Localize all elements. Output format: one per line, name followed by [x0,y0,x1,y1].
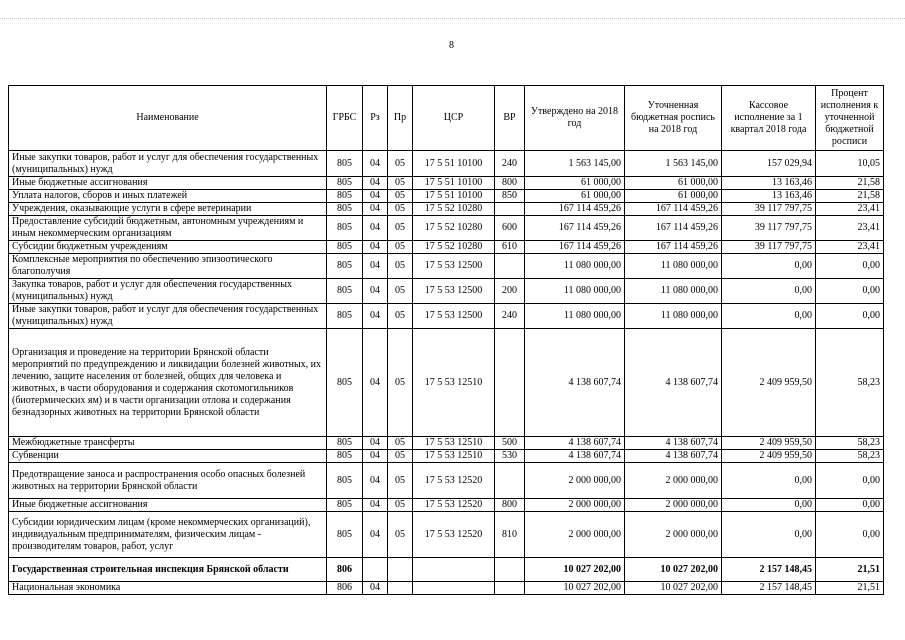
cell-percent: 23,41 [816,216,884,241]
cell-grbs: 805 [327,463,363,499]
table-row [9,437,884,450]
cell-name: Учреждения, оказывающие услуги в сфере ветеринарии [9,203,327,216]
cell-approved: 167 114 459,26 [525,241,625,254]
page-number: 8 [449,40,454,51]
cell-grbs: 805 [327,437,363,450]
cell-name: Субсидии бюджетным учреждениям [9,241,327,254]
cell-vr: 850 [495,190,525,203]
cell-pr: 05 [388,512,413,558]
table-row [9,279,884,304]
cell-vr [495,254,525,279]
cell-rz [363,558,388,582]
cell-name: Закупка товаров, работ и услуг для обеспечения государственных (муниципальных) нужд [9,279,327,304]
cell-pr: 05 [388,216,413,241]
cell-approved: 61 000,00 [525,190,625,203]
header-cell: ВР [495,86,525,151]
cell-pr: 05 [388,254,413,279]
cell-refined: 4 138 607,74 [625,329,722,437]
cell-refined: 10 027 202,00 [625,582,722,595]
cell-percent: 21,51 [816,558,884,582]
cell-pr: 05 [388,177,413,190]
cell-rz: 04 [363,512,388,558]
cell-csr: 17 5 53 12500 [413,254,495,279]
cell-name: Иные закупки товаров, работ и услуг для обеспечения государственных (муниципальных) нужд [9,151,327,177]
table-row [9,582,884,595]
table-row [9,203,884,216]
cell-percent: 21,58 [816,177,884,190]
cell-name: Иные закупки товаров, работ и услуг для обеспечения государственных (муниципальных) нужд [9,304,327,329]
cell-refined: 167 114 459,26 [625,203,722,216]
cell-cash: 0,00 [722,254,816,279]
cell-name: Межбюджетные трансферты [9,437,327,450]
cell-percent: 58,23 [816,329,884,437]
cell-vr [495,558,525,582]
cell-approved: 11 080 000,00 [525,254,625,279]
cell-rz: 04 [363,329,388,437]
table-row [9,177,884,190]
cell-vr: 200 [495,279,525,304]
cell-grbs: 805 [327,254,363,279]
header-cell: Утверждено на 2018 год [525,86,625,151]
table-row [9,254,884,279]
cell-percent: 23,41 [816,203,884,216]
cell-csr: 17 5 53 12500 [413,279,495,304]
cell-percent: 58,23 [816,450,884,463]
cell-pr: 05 [388,499,413,512]
header-cell: ГРБС [327,86,363,151]
cell-vr [495,329,525,437]
cell-approved: 2 000 000,00 [525,499,625,512]
table-row [9,190,884,203]
cell-rz: 04 [363,216,388,241]
cell-percent: 0,00 [816,499,884,512]
cell-percent: 0,00 [816,512,884,558]
cell-percent: 0,00 [816,279,884,304]
cell-csr: 17 5 52 10280 [413,241,495,254]
cell-rz: 04 [363,304,388,329]
cell-csr: 17 5 53 12510 [413,450,495,463]
cell-csr: 17 5 53 12520 [413,499,495,512]
cell-csr: 17 5 51 10100 [413,151,495,177]
cell-name: Национальная экономика [9,582,327,595]
cell-grbs: 805 [327,279,363,304]
scan-artifact-line [0,18,905,20]
cell-pr: 05 [388,304,413,329]
cell-csr: 17 5 52 10280 [413,216,495,241]
table-row [9,450,884,463]
cell-rz: 04 [363,203,388,216]
cell-grbs: 805 [327,203,363,216]
cell-cash: 0,00 [722,499,816,512]
cell-grbs: 806 [327,582,363,595]
cell-percent: 21,58 [816,190,884,203]
cell-refined: 4 138 607,74 [625,450,722,463]
cell-cash: 157 029,94 [722,151,816,177]
header-cell: Кассовое исполнение за 1 квартал 2018 года [722,86,816,151]
table-body [9,86,884,595]
cell-vr: 240 [495,304,525,329]
cell-grbs: 805 [327,499,363,512]
cell-grbs: 805 [327,329,363,437]
cell-refined: 4 138 607,74 [625,437,722,450]
cell-approved: 11 080 000,00 [525,279,625,304]
cell-csr: 17 5 53 12500 [413,304,495,329]
cell-pr [388,582,413,595]
cell-grbs: 805 [327,190,363,203]
cell-name: Субвенции [9,450,327,463]
cell-cash: 13 163,46 [722,177,816,190]
cell-vr [495,203,525,216]
cell-rz: 04 [363,450,388,463]
cell-csr: 17 5 53 12520 [413,463,495,499]
cell-refined: 10 027 202,00 [625,558,722,582]
header-cell: Наименование [9,86,327,151]
header-cell: Процент исполнения к уточненной бюджетной росписи [816,86,884,151]
cell-refined: 2 000 000,00 [625,463,722,499]
cell-grbs: 805 [327,151,363,177]
cell-csr [413,582,495,595]
cell-approved: 167 114 459,26 [525,216,625,241]
cell-approved: 61 000,00 [525,177,625,190]
cell-percent: 23,41 [816,241,884,254]
cell-percent: 0,00 [816,254,884,279]
header-cell: Рз [363,86,388,151]
cell-cash: 0,00 [722,463,816,499]
cell-refined: 2 000 000,00 [625,512,722,558]
cell-pr: 05 [388,329,413,437]
cell-vr: 800 [495,177,525,190]
cell-percent: 58,23 [816,437,884,450]
cell-vr [495,463,525,499]
cell-cash: 39 117 797,75 [722,241,816,254]
cell-vr: 810 [495,512,525,558]
cell-grbs: 805 [327,512,363,558]
cell-pr: 05 [388,203,413,216]
cell-name: Предоставление субсидий бюджетным, автономным учреждениям и иным некоммерческим организациям [9,216,327,241]
cell-name: Иные бюджетные ассигнования [9,499,327,512]
cell-refined: 61 000,00 [625,177,722,190]
cell-approved: 2 000 000,00 [525,463,625,499]
cell-csr: 17 5 53 12520 [413,512,495,558]
cell-cash: 2 157 148,45 [722,558,816,582]
cell-cash: 39 117 797,75 [722,203,816,216]
cell-pr: 05 [388,151,413,177]
cell-name: Предотвращение заноса и распространения особо опасных болезней животных на территории Брянской области [9,463,327,499]
cell-grbs: 805 [327,216,363,241]
cell-refined: 167 114 459,26 [625,216,722,241]
cell-name: Организация и проведение на территории Брянской области мероприятий по предупреждению и ликвидации болезней животных, их лечению, защите населения от болезней, общих для человека и животных, в части оборудования и содержания скотомогильников (биотермических ям) и в части организации отлова и содержания безнадзорных животных на территории Брянской области [9,329,327,437]
cell-refined: 2 000 000,00 [625,499,722,512]
cell-vr: 530 [495,450,525,463]
cell-refined: 11 080 000,00 [625,304,722,329]
cell-pr: 05 [388,190,413,203]
cell-rz: 04 [363,241,388,254]
cell-csr: 17 5 53 12510 [413,437,495,450]
table-row [9,241,884,254]
cell-pr: 05 [388,450,413,463]
cell-approved: 4 138 607,74 [525,437,625,450]
cell-cash: 0,00 [722,304,816,329]
cell-vr: 600 [495,216,525,241]
cell-rz: 04 [363,582,388,595]
cell-pr [388,558,413,582]
cell-grbs: 805 [327,450,363,463]
cell-approved: 1 563 145,00 [525,151,625,177]
cell-percent: 0,00 [816,304,884,329]
cell-approved: 4 138 607,74 [525,450,625,463]
cell-cash: 0,00 [722,512,816,558]
cell-pr: 05 [388,463,413,499]
cell-csr: 17 5 53 12510 [413,329,495,437]
cell-percent: 21,51 [816,582,884,595]
cell-pr: 05 [388,241,413,254]
table-row [9,216,884,241]
table-row [9,463,884,499]
header-cell: Уточненная бюджетная роспись на 2018 год [625,86,722,151]
cell-csr [413,558,495,582]
cell-approved: 167 114 459,26 [525,203,625,216]
cell-name: Субсидии юридическим лицам (кроме некоммерческих организаций), индивидуальным предпринимателям, физическим лицам - производителям товаров, работ, услуг [9,512,327,558]
cell-name: Уплата налогов, сборов и иных платежей [9,190,327,203]
table-row [9,558,884,582]
cell-rz: 04 [363,190,388,203]
cell-cash: 2 157 148,45 [722,582,816,595]
cell-vr: 610 [495,241,525,254]
cell-refined: 167 114 459,26 [625,241,722,254]
cell-refined: 11 080 000,00 [625,254,722,279]
cell-cash: 2 409 959,50 [722,329,816,437]
cell-approved: 10 027 202,00 [525,558,625,582]
cell-rz: 04 [363,463,388,499]
table-row [9,151,884,177]
cell-grbs: 805 [327,241,363,254]
cell-refined: 61 000,00 [625,190,722,203]
cell-cash: 2 409 959,50 [722,450,816,463]
cell-csr: 17 5 51 10100 [413,177,495,190]
header-cell: Пр [388,86,413,151]
cell-approved: 2 000 000,00 [525,512,625,558]
table-row [9,512,884,558]
cell-pr: 05 [388,437,413,450]
cell-refined: 1 563 145,00 [625,151,722,177]
cell-refined: 11 080 000,00 [625,279,722,304]
cell-vr: 240 [495,151,525,177]
cell-cash: 2 409 959,50 [722,437,816,450]
table-row [9,499,884,512]
budget-table [8,85,884,595]
cell-rz: 04 [363,279,388,304]
cell-approved: 4 138 607,74 [525,329,625,437]
cell-pr: 05 [388,279,413,304]
cell-vr: 500 [495,437,525,450]
cell-name: Комплексные мероприятия по обеспечению эпизоотического благополучия [9,254,327,279]
cell-rz: 04 [363,151,388,177]
cell-csr: 17 5 51 10100 [413,190,495,203]
table-header-row [9,86,884,151]
cell-rz: 04 [363,499,388,512]
cell-grbs: 806 [327,558,363,582]
cell-percent: 0,00 [816,463,884,499]
cell-rz: 04 [363,254,388,279]
cell-grbs: 805 [327,304,363,329]
cell-name: Государственная строительная инспекция Брянской области [9,558,327,582]
cell-cash: 0,00 [722,279,816,304]
header-cell: ЦСР [413,86,495,151]
cell-rz: 04 [363,437,388,450]
cell-grbs: 805 [327,177,363,190]
cell-rz: 04 [363,177,388,190]
cell-vr [495,582,525,595]
cell-vr: 800 [495,499,525,512]
table-row [9,304,884,329]
table-row [9,329,884,437]
cell-approved: 11 080 000,00 [525,304,625,329]
cell-approved: 10 027 202,00 [525,582,625,595]
cell-cash: 39 117 797,75 [722,216,816,241]
cell-name: Иные бюджетные ассигнования [9,177,327,190]
cell-cash: 13 163,46 [722,190,816,203]
cell-percent: 10,05 [816,151,884,177]
cell-csr: 17 5 52 10280 [413,203,495,216]
